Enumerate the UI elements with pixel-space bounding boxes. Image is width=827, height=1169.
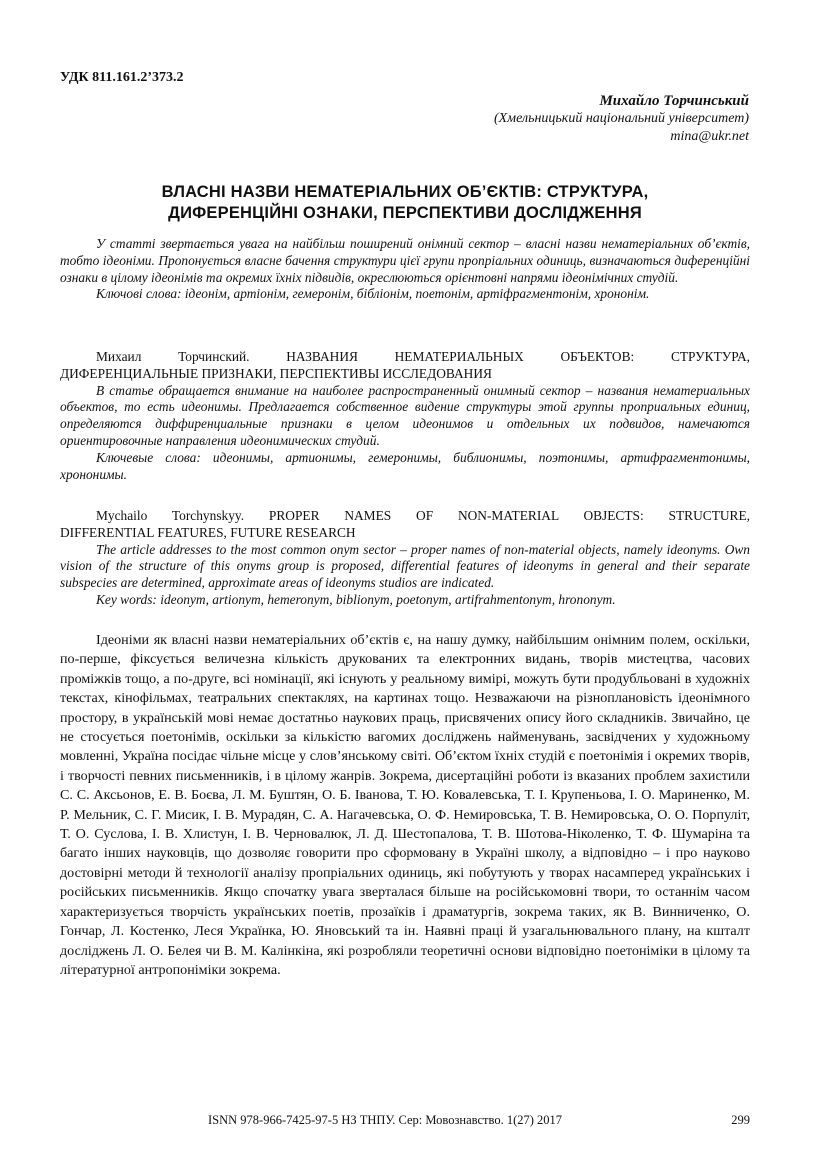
title-line-2: ДИФЕРЕНЦІЙНІ ОЗНАКИ, ПЕРСПЕКТИВИ ДОСЛІДЖЕННЯ — [168, 204, 642, 222]
title-line-1: ВЛАСНІ НАЗВИ НЕМАТЕРІАЛЬНИХ ОБ’ЄКТІВ: СТРУКТУРА, — [161, 183, 649, 201]
abstract-en-heading-2: DIFFERENTIAL FEATURES, FUTURE RESEARCH — [60, 524, 356, 540]
abstract-ru-heading-2: ДИФЕРЕНЦИАЛЬНЫЕ ПРИЗНАКИ, ПЕРСПЕКТИВЫ ИССЛЕДОВАНИЯ — [60, 365, 492, 381]
abstract-ru-heading-1: Михаил Торчинский. НАЗВАНИЯ НЕМАТЕРИАЛЬНЫХ ОБЪЕКТОВ: СТРУКТУРА, — [96, 349, 750, 364]
abstract-en-keywords: Key words: ideonym, artionym, hemeronym, biblionym, poetonym, artifrahmentonym, hrononym. — [96, 591, 616, 607]
abstract-ukrainian — [60, 236, 750, 303]
author-email[interactable]: mina@ukr.net — [670, 129, 749, 144]
abstract-ru-keywords: Ключевые слова: идеонимы, артионимы, гемеронимы, библионимы, поэтонимы, артифрагментонимы, хрононимы. — [60, 449, 750, 482]
abstract-en-heading-1: Mychailo Torchynskyy. PROPER NAMES OF NON-MATERIAL OBJECTS: STRUCTURE, — [96, 508, 750, 523]
abstract-en-text: The article addresses to the most common onym sector – proper names of non-material objects, namely ideonyms. Own vision of the structure of this onyms group is proposed, differential features of ideonyms in general and their separate subspecies are determined, approximate areas of ideonyms studios are indicated. — [60, 541, 750, 591]
abstract-ru-text: В статье обращается внимание на наиболее распространенный онимный сектор – названия нематериальных объектов, то есть идеонимы. Предлагается собственное видение структуры этой группы проприальных единиц, определяются диффиренциальные признаки в целом идеонимов и отдельных их подвидов, намечаются ориентировочные направления идеонимических студий. — [60, 382, 750, 448]
abstract-ua-keywords: Ключові слова: ідеонім, артіонім, гемеронім, бібліонім, поетонім, артіфрагментонім, хрононім. — [96, 286, 650, 302]
author-name: Михайло Торчинський — [599, 93, 749, 109]
footer-issn: ISNN 978-966-7425-97-5 НЗ ТНПУ. Сер: Мовознавство. 1(27) 2017 — [208, 1113, 563, 1127]
article-title — [60, 182, 750, 224]
main-body-paragraph: Ідеоніми як власні назви нематеріальних об’єктів є, на нашу думку, найбільшим онімним полем, оскільки, по-перше, фіксується величезна кількість друкованих та електронних видань, творів мистецтва, часових проміжків тощо, а по-друге, всі номінації, які існують у реальному вимірі, можуть бути продубльовані в художніх текстах, кінофільмах, театральних спектаклях, на картинах тощо. Незважаючи на різноплановість ідеонімного простору, в українській мові немає достатньо наукових праць, присвячених опису його складників. Звичайно, це не стосується поетонімів, оскільки за кількістю вагомих досліджень найменувань, засвідчених у художньому мовленні, Україна посідає чільне місце у слов’янському світі. Об’єктом їхніх студій є поетонімія і окремих творів, і творчості певних письменників, і в цілому жанрів. Зокрема, дисертаційні роботи із вказаних проблем захистили С. С. Аксьонов, Е. В. Боєва, Л. М. Буштян, О. Б. Іванова, Т. Ю. Ковалевська, Т. І. Крупеньова, І. О. Мариненко, М. Р. Мельник, С. Г. Мисик, І. В. Мурадян, С. А. Нагачевська, О. Ф. Немировська, Т. В. Немировська, О. О. Порпуліт, Т. О. Суслова, І. В. Хлистун, І. В. Черновалюк, Л. Д. Шестопалова, Т. В. Шотова-Ніколенко, Т. Ф. Шумаріна та багато інших науковців, що дозволяє говорити про сформовану в Україні школу, а відповідно – і про науково достовірні методи й технології аналізу пропріальних одиниць, які побутують у творах насамперед українських і російських письменників. Якщо спочатку увага зверталася більше на російськомовні твори, то останнім часом характеризується творчість українських поетів, прозаїків і драматургів, зокрема таких, як В. Винниченко, О. Гончар, Л. Костенко, Леся Українка, Ю. Яновський та ін. Наявні праці й узагальнювального плану, на кшталт досліджень Л. О. Белея чи В. М. Калінкіна, які розробляли теоретичні основи відповідно поетоніміки в цілому та літературної антропоніміки зокрема. — [60, 632, 750, 978]
abstract-ua-text: У статті звертається увага на найбільш поширений онімний сектор – власні назви нематеріальних об’єктів, тобто ідеоніми. Пропонується власне бачення структури цієї групи пропріальних одиниць, визначаються диференційні ознаки в цілому ідеонімів та окремих їхніх підвидів, окреслюються орієнтовні напрями ідеонімічних студій. — [60, 236, 750, 285]
author-block — [494, 92, 749, 146]
udk-code: УДК 811.161.2’373.2 — [60, 70, 184, 85]
abstract-english — [60, 508, 750, 609]
author-affiliation: (Хмельницький національний університет) — [493, 111, 749, 126]
abstract-russian — [60, 349, 750, 483]
page-number: 299 — [731, 1113, 750, 1127]
